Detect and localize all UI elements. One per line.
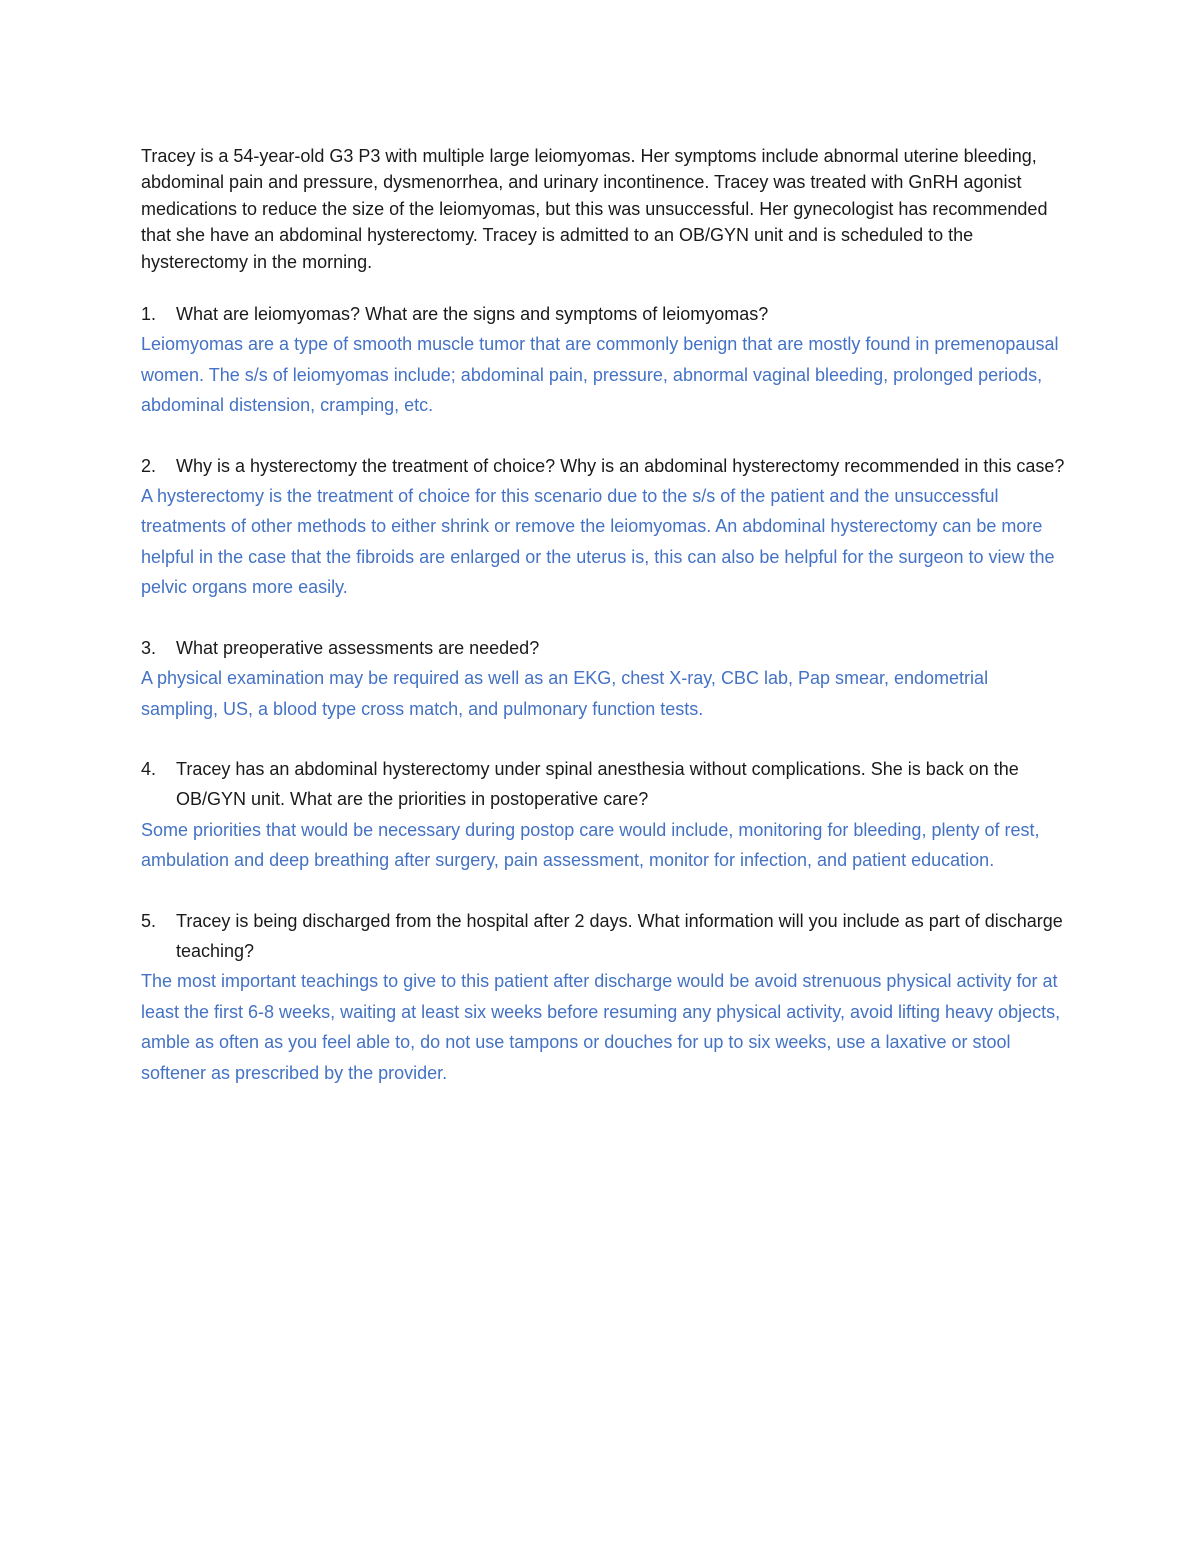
answer-3: A physical examination may be required as well as an EKG, chest X-ray, CBC lab, Pap smear, endometrial sampling, US, a blood type cross match, and pulmonary function tests. <box>141 668 989 719</box>
question-number: 5. <box>141 910 157 931</box>
question-number: 2. <box>141 455 157 476</box>
question-number: 4. <box>141 758 157 779</box>
question-4 <box>141 754 1066 815</box>
question-text: Tracey is being discharged from the hospital after 2 days. What information will you include as part of discharge teaching? <box>176 910 1063 961</box>
answer-5: The most important teachings to give to this patient after discharge would be avoid strenuous physical activity for at least the first 6-8 weeks, waiting at least six weeks before resuming any physical activity, avoid lifting heavy objects, amble as often as you feel able to, do not use tampons or douches for up to six weeks, use a laxative or stool softener as prescribed by the provider. <box>141 971 1061 1083</box>
case-intro-paragraph: Tracey is a 54-year-old G3 P3 with multiple large leiomyomas. Her symptoms include abnormal uterine bleeding, abdominal pain and pressure, dysmenorrhea, and urinary incontinence. Tracey was treated with GnRH agonist medications to reduce the size of the leiomyomas, but this was unsuccessful. Her gynecologist has recommended that she have an abdominal hysterectomy. Tracey is admitted to an OB/GYN unit and is scheduled to the hysterectomy in the morning. <box>141 146 1048 272</box>
question-number: 3. <box>141 637 157 658</box>
question-block-4 <box>141 754 1066 876</box>
question-5 <box>141 906 1066 967</box>
document-body <box>141 143 1066 1088</box>
question-2 <box>141 451 1066 481</box>
question-text: Tracey has an abdominal hysterectomy under spinal anesthesia without complications. She is back on the OB/GYN unit. What are the priorities in postoperative care? <box>176 758 1019 810</box>
question-1 <box>141 299 1066 329</box>
question-block-1 <box>141 299 1066 421</box>
question-number: 1. <box>141 304 157 325</box>
answer-1: Leiomyomas are a type of smooth muscle tumor that are commonly benign that are mostly found in premenopausal women. The s/s of leiomyomas include; abdominal pain, pressure, abnormal vaginal bleeding, prolonged periods, abdominal distension, cramping, etc. <box>141 334 1059 416</box>
question-block-3 <box>141 633 1066 724</box>
question-block-5 <box>141 906 1066 1088</box>
question-text: Why is a hysterectomy the treatment of choice? Why is an abdominal hysterectomy recommended in this case? <box>176 455 1065 476</box>
answer-2: A hysterectomy is the treatment of choice for this scenario due to the s/s of the patient and the unsuccessful treatments of other methods to either shrink or remove the leiomyomas. An abdominal hysterectomy can be more helpful in the case that the fibroids are enlarged or the uterus is, this can also be helpful for the surgeon to view the pelvic organs more easily. <box>141 486 1055 598</box>
question-3 <box>141 633 1066 663</box>
question-block-2 <box>141 451 1066 603</box>
question-text: What preoperative assessments are needed? <box>176 637 540 658</box>
answer-4: Some priorities that would be necessary during postop care would include, monitoring for bleeding, plenty of rest, ambulation and deep breathing after surgery, pain assessment, monitor for infection, and patient education. <box>141 819 1040 871</box>
question-text: What are leiomyomas? What are the signs and symptoms of leiomyomas? <box>176 304 769 325</box>
